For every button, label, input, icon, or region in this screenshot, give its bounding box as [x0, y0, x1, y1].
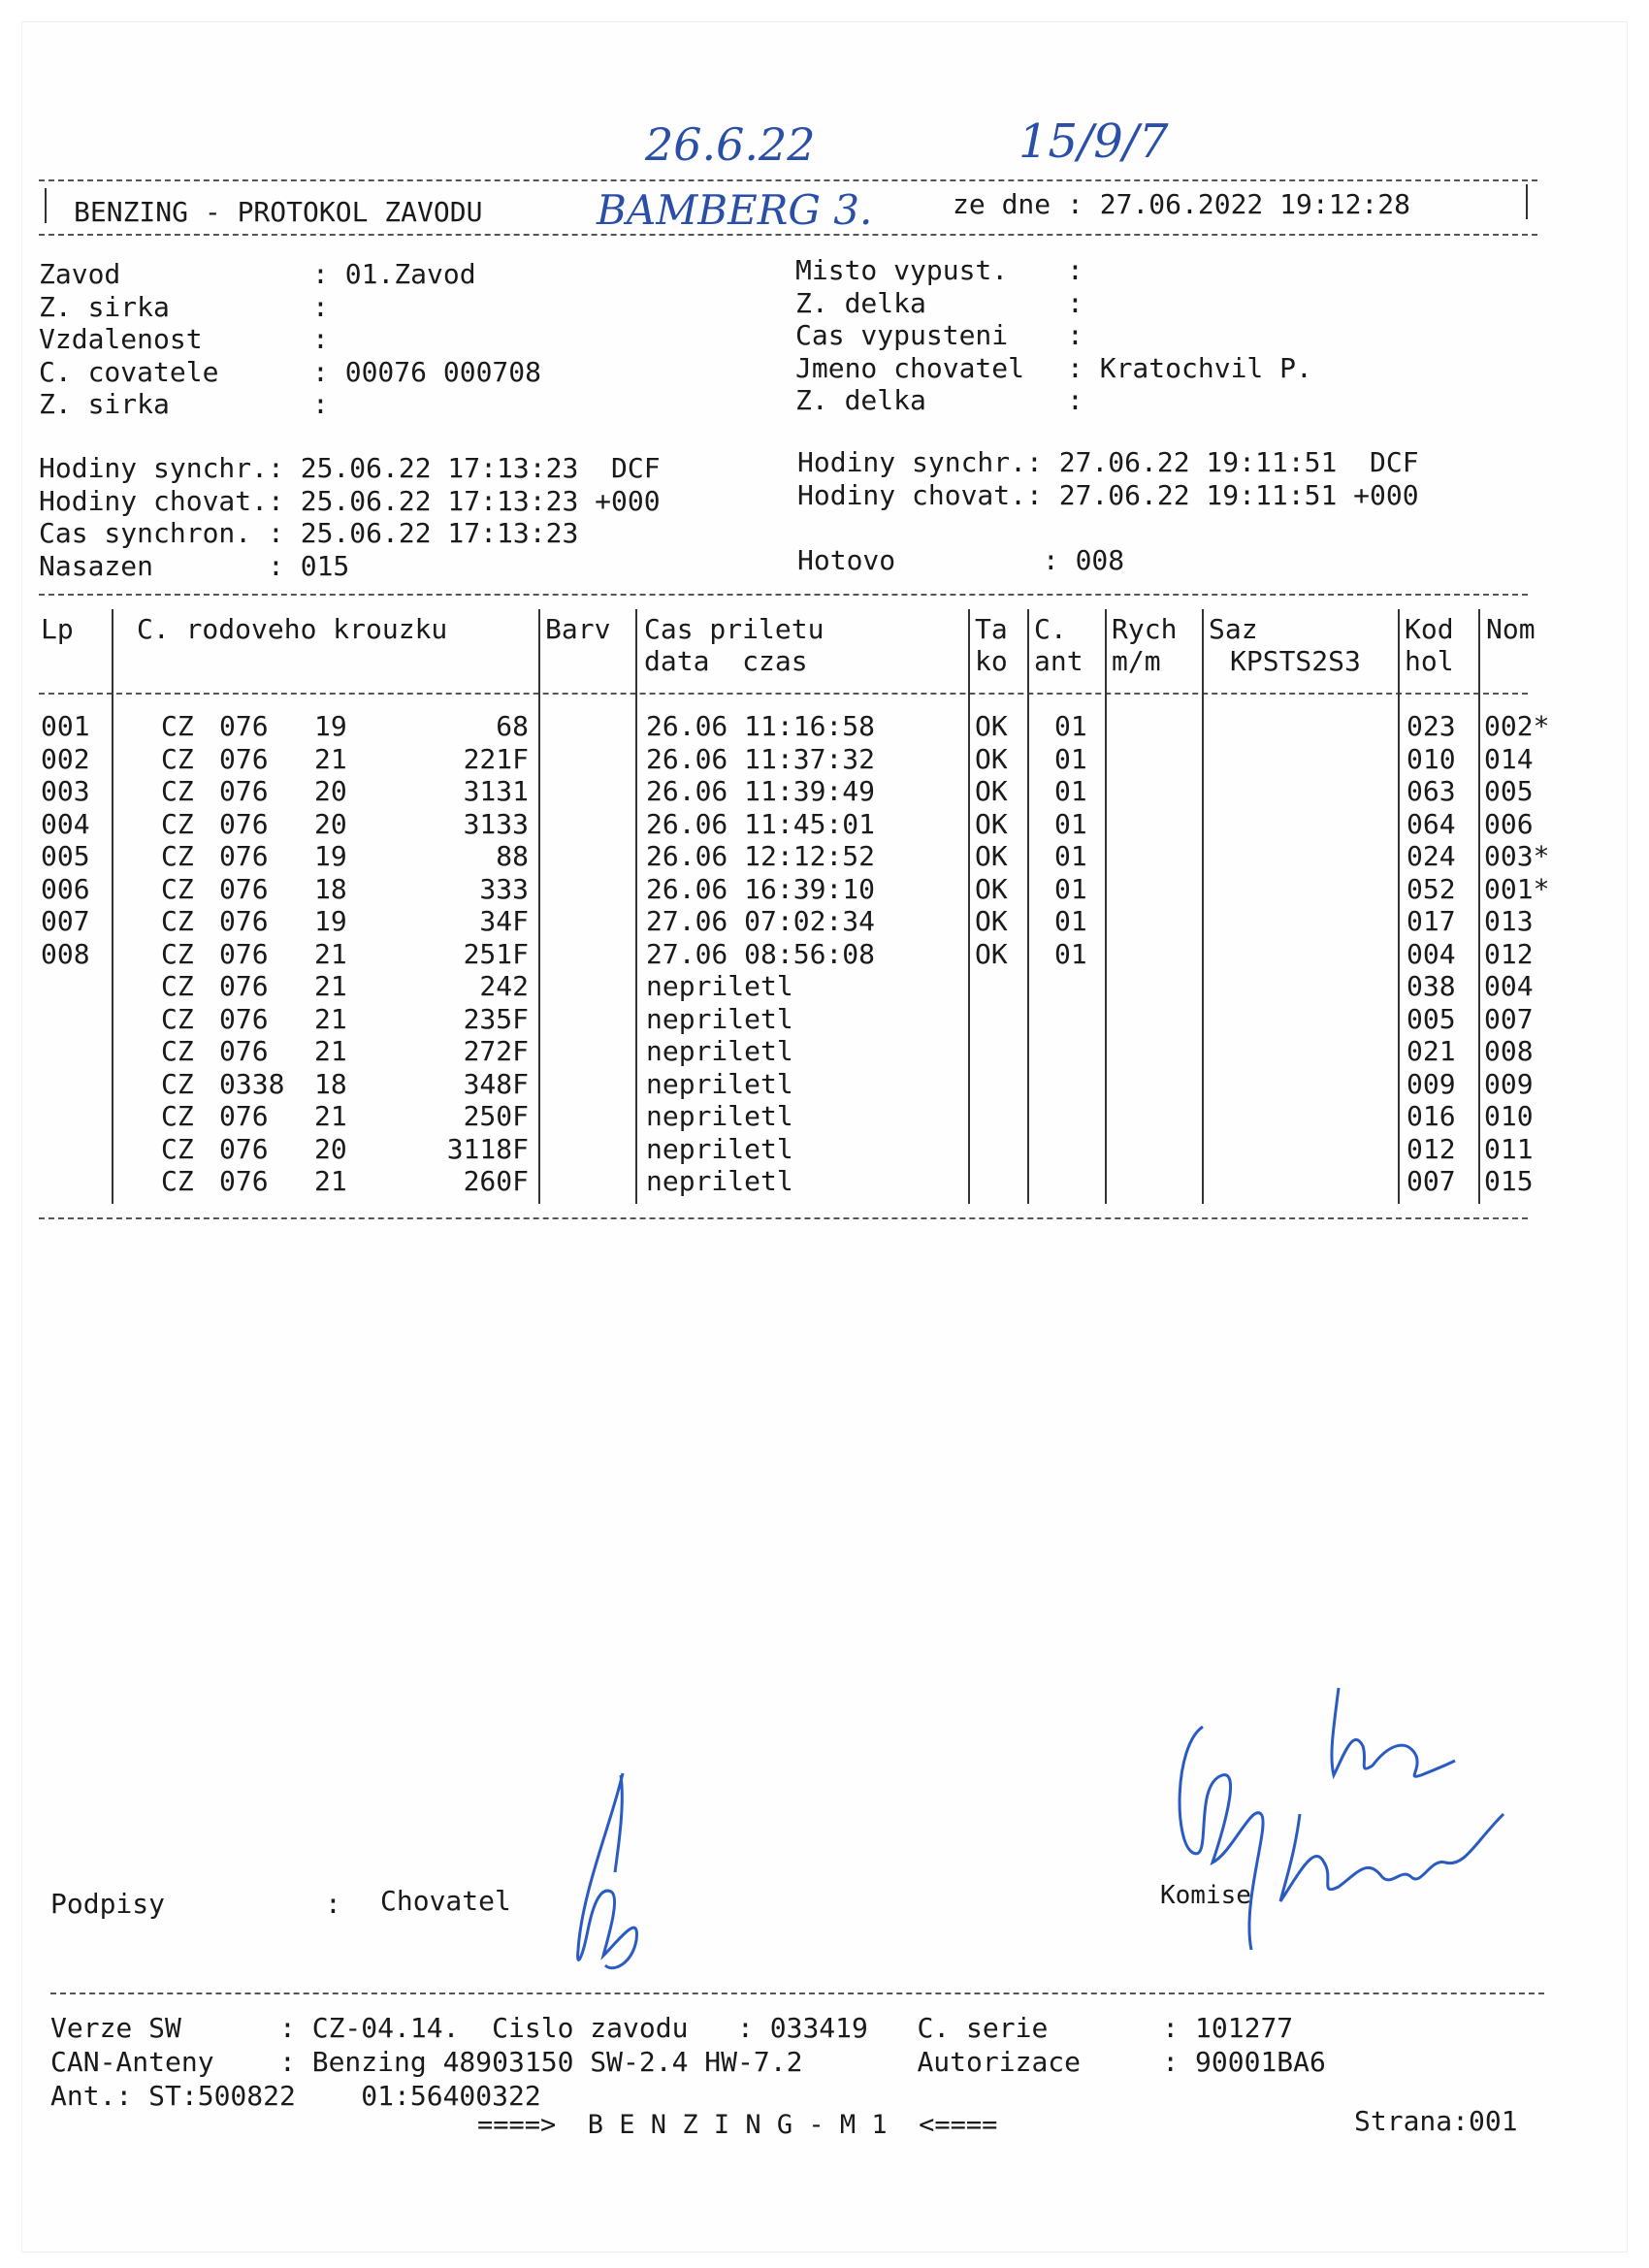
report-date: ze dne : 27.06.2022 19:12:28: [953, 188, 1411, 220]
cell-nom: 015: [1484, 1165, 1534, 1197]
cell-antenna: 01: [1054, 710, 1087, 742]
info-right-value: :: [1067, 384, 1083, 416]
cell-ring-org: 076: [219, 710, 269, 742]
sync-right-line: Hodiny chovat.: 27.06.22 19:11:51 +000: [797, 478, 1419, 511]
info-left-label: Z. sirka: [39, 388, 170, 420]
col-sep-saz: [1398, 609, 1400, 1204]
cell-antenna: 01: [1054, 905, 1087, 937]
cell-lp: 001: [41, 710, 90, 742]
cell-arrival-time: nepriletl: [646, 1165, 793, 1197]
info-left-label: C. covatele: [39, 355, 219, 388]
info-right-value: :: [1067, 254, 1083, 286]
cell-ring-number: 272F: [463, 1035, 529, 1067]
cell-kod-hol: 038: [1406, 970, 1456, 1002]
col-header-cas: Cas priletu: [644, 613, 824, 645]
cell-ring-country: CZ: [161, 872, 194, 905]
cell-arrival-time: 27.06 08:56:08: [646, 937, 876, 970]
cell-ring-country: CZ: [161, 775, 194, 807]
cell-ring-year: 21: [314, 970, 347, 1002]
col-sep-barv: [635, 609, 637, 1204]
cell-ring-year: 21: [314, 1165, 347, 1197]
cell-ring-number: 3118F: [446, 1132, 529, 1165]
cell-nom: 011: [1484, 1132, 1534, 1165]
cell-nom: 008: [1484, 1035, 1534, 1067]
signatures-colon: :: [325, 1888, 341, 1920]
cell-ring-year: 19: [314, 840, 347, 872]
cell-nom: 004: [1484, 970, 1534, 1002]
cell-arrival-time: nepriletl: [646, 970, 793, 1002]
cell-kod-hol: 052: [1406, 872, 1456, 905]
cell-ring-number: 235F: [463, 1002, 529, 1035]
cell-lp: 007: [41, 905, 90, 937]
cell-arrival-time: 26.06 12:12:52: [646, 840, 876, 872]
header-top-rule: [39, 179, 1537, 181]
cell-ring-country: CZ: [161, 937, 194, 970]
cell-ring-country: CZ: [161, 807, 194, 840]
cell-nom: 013: [1484, 905, 1534, 937]
col-sep-tako: [1027, 609, 1029, 1204]
cell-ring-number: 250F: [463, 1100, 529, 1132]
cell-antenna: 01: [1054, 742, 1087, 775]
cell-ring-org: 076: [219, 1100, 269, 1132]
col-sep-ant: [1105, 609, 1107, 1204]
col-sep-ring: [538, 609, 540, 1204]
cell-ring-country: CZ: [161, 970, 194, 1002]
info-right-label: Jmeno chovatel: [795, 351, 1025, 384]
cell-antenna: 01: [1054, 807, 1087, 840]
info-left-value: :: [312, 323, 329, 355]
col-sep-rych: [1202, 609, 1204, 1204]
cell-tako: OK: [975, 937, 1008, 970]
cell-ring-number: 348F: [463, 1067, 529, 1100]
cell-tako: OK: [975, 742, 1008, 775]
cell-ring-number: 88: [496, 840, 529, 872]
cell-nom: 001*: [1484, 872, 1550, 905]
commission-label: Komise: [1160, 1881, 1251, 1910]
header-right-border: [1526, 184, 1528, 219]
info-left-value: : 00076 000708: [312, 355, 542, 388]
cell-nom: 003*: [1484, 840, 1550, 872]
info-left-value: : 01.Zavod: [312, 258, 476, 290]
cell-ring-number: 3131: [463, 775, 529, 807]
cell-ring-country: CZ: [161, 710, 194, 742]
cell-lp: 004: [41, 807, 90, 840]
cell-nom: 007: [1484, 1002, 1534, 1035]
cell-ring-country: CZ: [161, 905, 194, 937]
footer-top-rule: [50, 1993, 1544, 1994]
cell-lp: 005: [41, 840, 90, 872]
cell-ring-year: 20: [314, 1132, 347, 1165]
breeder-label: Chovatel: [380, 1885, 511, 1917]
breeder-signature: [543, 1766, 679, 1998]
col-sep-lp: [112, 609, 113, 1204]
cell-tako: OK: [975, 710, 1008, 742]
cell-lp: 003: [41, 775, 90, 807]
cell-ring-year: 18: [314, 872, 347, 905]
footer-line: Verze SW : CZ-04.14. Cislo zavodu : 033419 C. serie : 101277: [50, 2012, 1294, 2044]
cell-ring-country: CZ: [161, 1100, 194, 1132]
cell-arrival-time: 26.06 16:39:10: [646, 872, 876, 905]
cell-kod-hol: 023: [1406, 710, 1456, 742]
cell-ring-year: 20: [314, 807, 347, 840]
cell-ring-number: 333: [479, 872, 529, 905]
cell-nom: 009: [1484, 1067, 1534, 1100]
commission-signatures: [1154, 1669, 1542, 1960]
cell-kod-hol: 007: [1406, 1165, 1456, 1197]
sync-left-line: Cas synchron. : 25.06.22 17:13:23: [39, 517, 579, 549]
cell-ring-country: CZ: [161, 840, 194, 872]
cell-ring-year: 21: [314, 937, 347, 970]
col-header-tako-sub: ko: [975, 645, 1008, 677]
cell-ring-number: 34F: [479, 905, 529, 937]
info-right-label: Misto vypust.: [795, 254, 1009, 286]
info-right-label: Cas vypusteni: [795, 319, 1009, 351]
cell-ring-org: 076: [219, 1035, 269, 1067]
cell-kod-hol: 021: [1406, 1035, 1456, 1067]
cell-ring-country: CZ: [161, 742, 194, 775]
cell-nom: 012: [1484, 937, 1534, 970]
col-header-cas-sub: data czas: [644, 645, 808, 677]
cell-kod-hol: 004: [1406, 937, 1456, 970]
cell-arrival-time: 26.06 11:45:01: [646, 807, 876, 840]
cell-ring-year: 19: [314, 905, 347, 937]
cell-ring-year: 18: [314, 1067, 347, 1100]
cell-ring-org: 076: [219, 807, 269, 840]
cell-ring-number: 251F: [463, 937, 529, 970]
cell-ring-year: 21: [314, 1100, 347, 1132]
cell-ring-country: CZ: [161, 1067, 194, 1100]
cell-antenna: 01: [1054, 775, 1087, 807]
cell-kod-hol: 063: [1406, 775, 1456, 807]
cell-nom: 002*: [1484, 710, 1550, 742]
col-header-kod-sub: hol: [1405, 645, 1454, 677]
cell-ring-number: 260F: [463, 1165, 529, 1197]
cell-arrival-time: 26.06 11:39:49: [646, 775, 876, 807]
cell-lp: 008: [41, 937, 90, 970]
info-right-value: :: [1067, 319, 1083, 351]
cell-tako: OK: [975, 905, 1008, 937]
cell-ring-year: 20: [314, 775, 347, 807]
cell-arrival-time: nepriletl: [646, 1132, 793, 1165]
cell-nom: 006: [1484, 807, 1534, 840]
cell-arrival-time: 26.06 11:16:58: [646, 710, 876, 742]
cell-arrival-time: nepriletl: [646, 1067, 793, 1100]
cell-antenna: 01: [1054, 872, 1087, 905]
sync-left-line: Nasazen : 015: [39, 549, 350, 582]
cell-antenna: 01: [1054, 840, 1087, 872]
cell-antenna: 01: [1054, 937, 1087, 970]
sync-right-line: Hodiny synchr.: 27.06.22 19:11:51 DCF: [797, 446, 1419, 478]
cell-ring-org: 076: [219, 970, 269, 1002]
cell-ring-number: 68: [496, 710, 529, 742]
info-left-value: :: [312, 388, 329, 420]
cell-ring-number: 3133: [463, 807, 529, 840]
col-header-lp: Lp: [41, 613, 74, 645]
report-title: BENZING - PROTOKOL ZAVODU: [74, 196, 483, 228]
col-header-barv: Barv: [545, 613, 611, 645]
info-left-label: Vzdalenost: [39, 323, 203, 355]
table-header-rule: [39, 693, 1528, 695]
cell-kod-hol: 016: [1406, 1100, 1456, 1132]
info-right-value: : Kratochvil P.: [1067, 351, 1312, 384]
col-header-ant: C.: [1034, 613, 1067, 645]
info-right-label: Z. delka: [795, 286, 926, 319]
col-header-saz-sub: KPSTS2S3: [1230, 645, 1361, 677]
info-right-label: Z. delka: [795, 384, 926, 416]
cell-kod-hol: 017: [1406, 905, 1456, 937]
footer-line: Ant.: ST:500822 01:56400322: [50, 2080, 541, 2112]
table-top-rule: [39, 594, 1528, 596]
cell-kod-hol: 005: [1406, 1002, 1456, 1035]
col-header-saz: Saz: [1209, 613, 1258, 645]
col-header-rych-sub: m/m: [1112, 645, 1161, 677]
cell-tako: OK: [975, 840, 1008, 872]
cell-kod-hol: 024: [1406, 840, 1456, 872]
col-header-rych: Rych: [1112, 613, 1178, 645]
cell-ring-country: CZ: [161, 1002, 194, 1035]
sync-left-line: Hodiny chovat.: 25.06.22 17:13:23 +000: [39, 484, 661, 517]
cell-ring-org: 0338: [219, 1067, 285, 1100]
cell-arrival-time: 26.06 11:37:32: [646, 742, 876, 775]
cell-ring-number: 221F: [463, 742, 529, 775]
cell-arrival-time: nepriletl: [646, 1100, 793, 1132]
sync-right-line: Hotovo : 008: [797, 543, 1125, 576]
signatures-label: Podpisy: [50, 1888, 166, 1920]
info-left-label: Zavod: [39, 258, 121, 290]
cell-ring-org: 076: [219, 1132, 269, 1165]
cell-arrival-time: nepriletl: [646, 1002, 793, 1035]
col-sep-cas: [968, 609, 970, 1204]
header-left-border: [45, 188, 47, 223]
cell-ring-org: 076: [219, 905, 269, 937]
col-sep-kod: [1478, 609, 1480, 1204]
cell-tako: OK: [975, 807, 1008, 840]
cell-ring-org: 076: [219, 937, 269, 970]
cell-ring-country: CZ: [161, 1035, 194, 1067]
cell-kod-hol: 010: [1406, 742, 1456, 775]
cell-lp: 002: [41, 742, 90, 775]
handwritten-race-name: BAMBERG 3.: [597, 186, 873, 234]
info-left-label: Z. sirka: [39, 290, 170, 323]
col-header-tako: Ta: [975, 613, 1008, 645]
cell-nom: 014: [1484, 742, 1534, 775]
cell-ring-org: 076: [219, 1002, 269, 1035]
cell-kod-hol: 064: [1406, 807, 1456, 840]
cell-kod-hol: 012: [1406, 1132, 1456, 1165]
cell-arrival-time: nepriletl: [646, 1035, 793, 1067]
table-bottom-rule: [39, 1217, 1528, 1219]
cell-lp: 006: [41, 872, 90, 905]
cell-ring-year: 21: [314, 742, 347, 775]
cell-ring-country: CZ: [161, 1165, 194, 1197]
cell-ring-org: 076: [219, 872, 269, 905]
col-header-ring: C. rodoveho krouzku: [137, 613, 448, 645]
footer-brand: ====> B E N Z I N G - M 1 <====: [477, 2110, 998, 2140]
col-header-ant-sub: ant: [1034, 645, 1083, 677]
cell-tako: OK: [975, 872, 1008, 905]
handwritten-date-note: 26.6.22: [645, 118, 816, 171]
info-right-value: :: [1067, 286, 1083, 319]
header-bottom-rule: [39, 234, 1537, 236]
cell-arrival-time: 27.06 07:02:34: [646, 905, 876, 937]
info-left-value: :: [312, 290, 329, 323]
cell-tako: OK: [975, 775, 1008, 807]
cell-ring-year: 21: [314, 1002, 347, 1035]
cell-ring-country: CZ: [161, 1132, 194, 1165]
sync-left-line: Hodiny synchr.: 25.06.22 17:13:23 DCF: [39, 452, 661, 484]
col-header-nom: Nom: [1486, 613, 1536, 645]
cell-nom: 005: [1484, 775, 1534, 807]
cell-ring-org: 076: [219, 840, 269, 872]
cell-ring-year: 19: [314, 710, 347, 742]
cell-ring-org: 076: [219, 775, 269, 807]
cell-ring-org: 076: [219, 742, 269, 775]
cell-ring-org: 076: [219, 1165, 269, 1197]
handwritten-fraction-note: 15/9/7: [1018, 114, 1169, 169]
footer-line: CAN-Anteny : Benzing 48903150 SW-2.4 HW-7.2 Autorizace : 90001BA6: [50, 2046, 1326, 2078]
cell-nom: 010: [1484, 1100, 1534, 1132]
cell-ring-number: 242: [479, 970, 529, 1002]
cell-ring-year: 21: [314, 1035, 347, 1067]
col-header-kod: Kod: [1405, 613, 1454, 645]
footer-page-number: Strana:001: [1354, 2105, 1518, 2137]
cell-kod-hol: 009: [1406, 1067, 1456, 1100]
